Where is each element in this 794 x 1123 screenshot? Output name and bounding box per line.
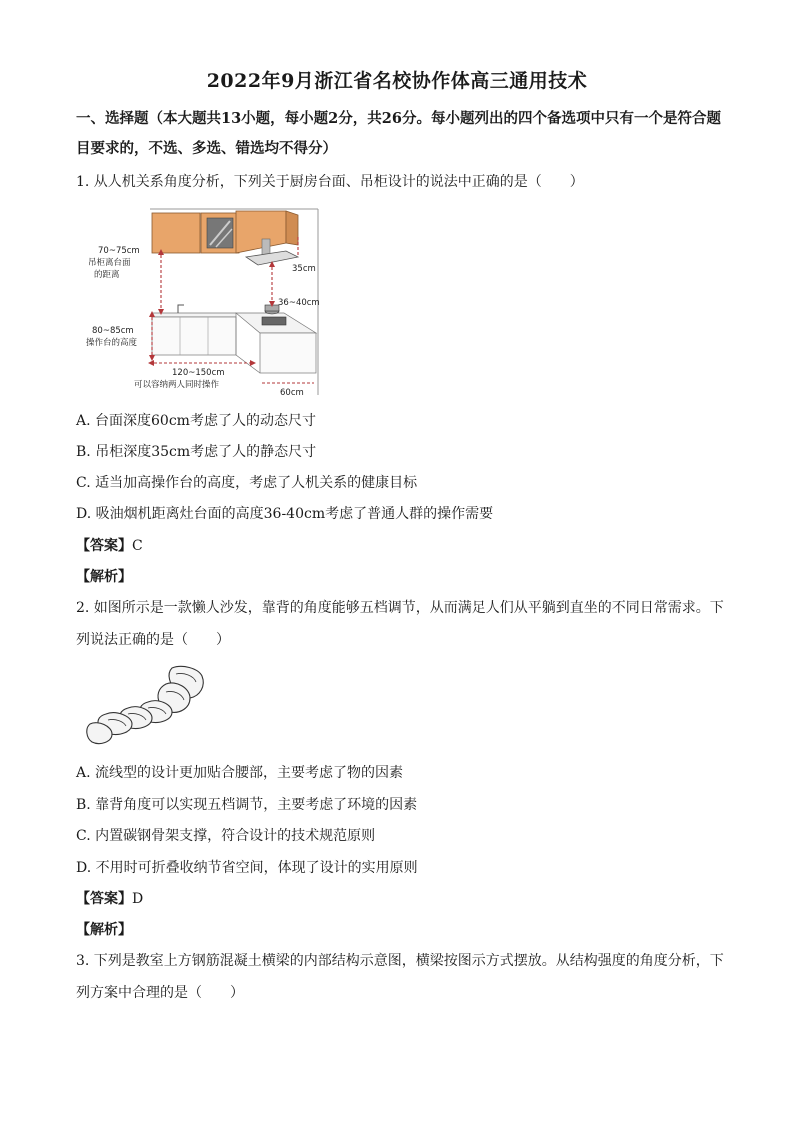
label-counter-depth: 60cm — [280, 388, 304, 398]
answer-value: D — [132, 891, 144, 907]
answer-value: C — [132, 538, 143, 554]
answer-tag: 【答案】 — [76, 538, 132, 554]
section-heading: 一、选择题（本大题共13小题，每小题2分，共26分。每小题列出的四个备选项中只有一个是符合题目要求的，不选、多选、错选均不得分） — [76, 110, 721, 157]
q2-option-a: A. 流线型的设计更加贴合腰部，主要考虑了物的因素 — [76, 765, 404, 781]
q2-stem-line1: 2. 如图所示是一款懒人沙发，靠背的角度能够五档调节，从而满足人们从平躺到直坐的不同日常需求。下 — [76, 600, 724, 616]
q3-stem-line2: 列方案中合理的是（ ） — [76, 985, 244, 1001]
label-hood-height: 36~40cm — [278, 298, 320, 308]
label-cabinet-depth: 35cm — [292, 264, 316, 274]
q1-option-d: D. 吸油烟机距离灶台面的高度36-40cm考虑了普通人群的操作需要 — [76, 506, 494, 522]
q2-sofa-figure — [86, 662, 216, 748]
wall-cabinet-left — [152, 213, 200, 253]
q2-stem-line2: 列说法正确的是（ ） — [76, 632, 230, 648]
base-cabinet-left — [152, 317, 236, 355]
analysis-tag: 【解析】 — [76, 922, 132, 938]
q3-stem-line1: 3. 下列是教室上方钢筋混凝土横梁的内部结构示意图，横梁按图示方式摆放。从结构强度的角度分析，下 — [76, 953, 724, 969]
q1-kitchen-figure — [86, 205, 326, 400]
kitchen-diagram — [86, 205, 326, 400]
q1-option-a: A. 台面深度60cm考虑了人的动态尺寸 — [76, 413, 316, 429]
label-wall-gap: 70~75cm — [98, 246, 140, 256]
q1-option-b: B. 吊柜深度35cm考虑了人的静态尺寸 — [76, 444, 317, 460]
base-cabinet-right — [260, 333, 316, 373]
q1-answer — [76, 536, 726, 556]
q1-analysis — [76, 567, 726, 587]
analysis-tag: 【解析】 — [76, 569, 132, 585]
q2-option-d: D. 不用时可折叠收纳节省空间，体现了设计的实用原则 — [76, 860, 418, 876]
q2-analysis — [76, 920, 726, 940]
label-aisle: 120~150cm — [172, 368, 225, 378]
answer-tag: 【答案】 — [76, 891, 132, 907]
q2-option-b: B. 靠背角度可以实现五档调节，主要考虑了环境的因素 — [76, 797, 418, 813]
q2-option-c: C. 内置碳钢骨架支撑，符合设计的技术规范原则 — [76, 828, 376, 844]
label-counter-height-desc: 操作台的高度 — [86, 338, 138, 348]
q1-option-c: C. 适当加高操作台的高度，考虑了人机关系的健康目标 — [76, 475, 418, 491]
q2-answer — [76, 889, 726, 909]
label-wall-gap-desc1: 吊柜离台面 — [88, 258, 131, 268]
page-title: 2022年9月浙江省名校协作体高三通用技术 — [206, 70, 588, 92]
label-counter-height: 80~85cm — [92, 326, 134, 336]
q1-stem: 1. 从人机关系角度分析，下列关于厨房台面、吊柜设计的说法中正确的是（ ） — [76, 174, 584, 190]
label-aisle-desc: 可以容纳两人同时操作 — [134, 380, 220, 390]
lazy-sofa-illustration — [86, 662, 216, 748]
label-wall-gap-desc2: 的距离 — [94, 270, 120, 280]
